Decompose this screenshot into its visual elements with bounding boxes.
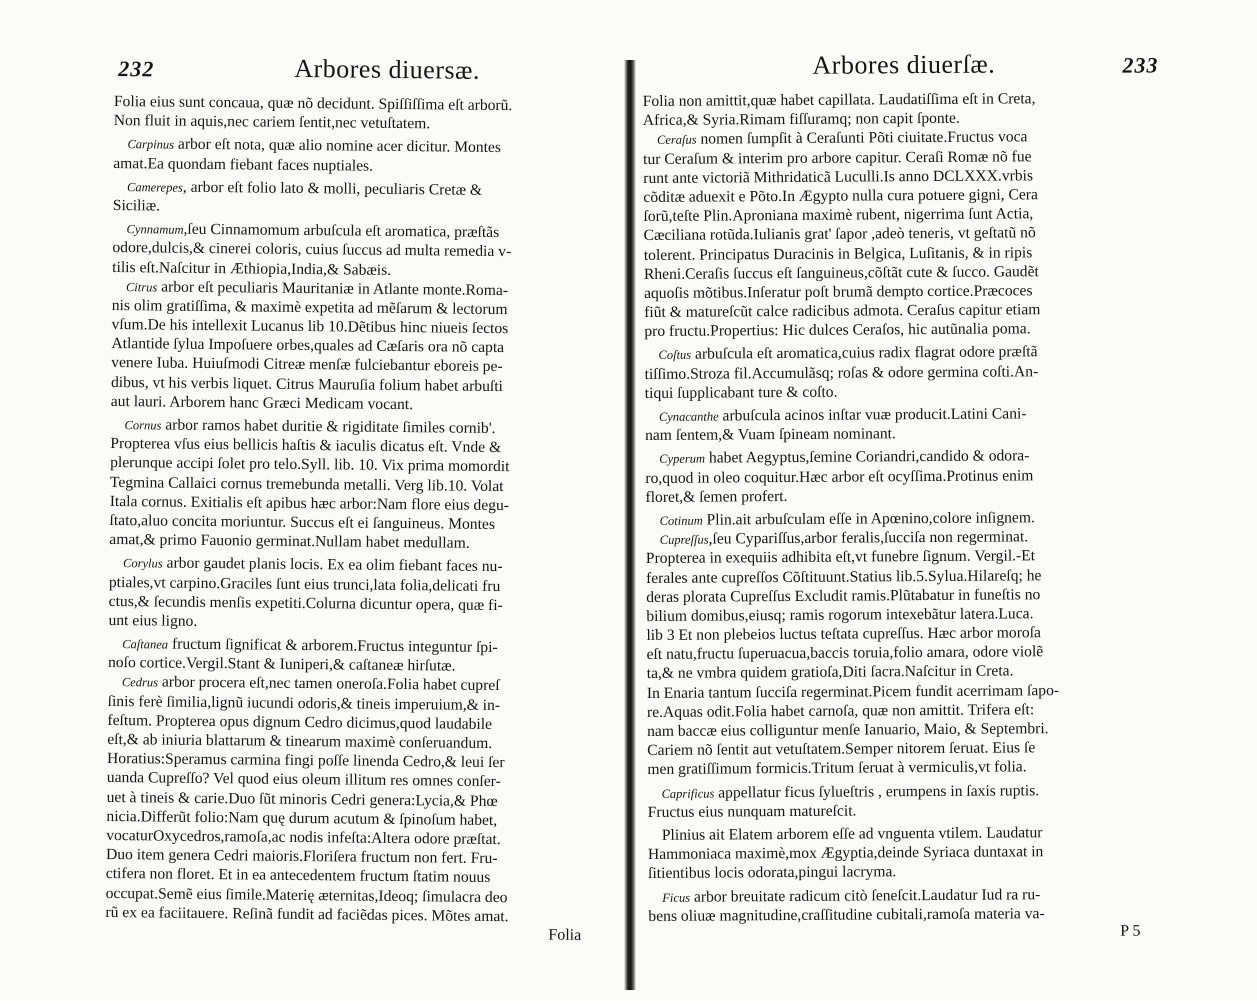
text-line (647, 757, 1163, 780)
line-text: arbor eſt nota, quæ alio nomine acer dicitur. Montes (173, 136, 502, 157)
entry-keyword: Coſtus (658, 348, 692, 363)
line-text: venere Iuba. Huiuſmodi Citreæ menſæ fulciebantur eboreis pe- (111, 354, 503, 376)
text-line (109, 530, 609, 554)
line-text: ſorũ,teſte Plin.Aproniana maximè rubent, nigerrima ſunt Actia, (643, 205, 1034, 226)
line-text: fructum ſignificat & arborem.Fructus integuntur ſpi- (168, 635, 498, 657)
line-text: Fructus eius nunquam matureſcit. (647, 802, 857, 821)
line-text: unt eius ligno. (108, 611, 198, 630)
entry-keyword: Cyperum (659, 451, 706, 467)
line-text: Plin.ait arbuſculam eſſe in Apœnino,colore inſignem. (702, 509, 1035, 529)
right-page-text (643, 88, 1165, 925)
line-text: habet Aegyptus,ſemine Coriandri,candido & odora- (704, 447, 1030, 467)
line-text: men gratiſſimum formicis.Tritum ſeruat à vermiculis,vt folia. (647, 758, 1027, 779)
line-text: arbuſcula eſt aromatica,cuius radix flagrat odore præſtã (691, 343, 1038, 364)
line-text: Tegmina Callaici cornus tremebunda metalli. Verg lib.10. Volat (109, 473, 504, 495)
text-line (113, 154, 613, 178)
line-text: noſo cortice.Vergil.Stant & Iuniperi,& caſtaneæ hirſutæ. (107, 654, 456, 675)
entry-keyword: Caſtanea (122, 637, 169, 652)
line-text: nicia.Differũt folio:Nam quę durum acutum & ſpinoſum habet, (106, 807, 498, 829)
line-text: deras plorata Cupreſſus Excludit ramis.Plũtabatur in funeſtis no (646, 585, 1041, 606)
text-line (645, 423, 1161, 446)
text-line (645, 484, 1161, 507)
line-text: tolerent. Principatus Duracinis in Belgica, Luſitanis, & in ripis (643, 243, 1033, 264)
book-gutter (624, 60, 636, 990)
left-running-head: Arbores diuersæ. (294, 53, 481, 85)
line-text: ro,quod in oleo coquitur.Hæc arbor eſt ocyſſima.Protinus enim (645, 466, 1034, 487)
line-text: plerunque accipi ſolet pro telo.Syll. lib. 10. Vix prima momordit (110, 454, 510, 476)
line-text: tiqui ſupplicabant ture & coſto. (644, 383, 838, 402)
line-text: Africa,& Syria.Rimam fiſſuramq; non capit ſponte. (642, 109, 960, 130)
line-text: feſtum. Propterea opus dignum Cedro dicimus,quod laudabile (107, 711, 493, 733)
line-text: tiſſimo.Stroza fil.Accumulãsq; roſas & odore germina coſti.An- (644, 362, 1039, 383)
line-text: Siciliæ. (112, 196, 161, 215)
line-text: cõditæ aduexit e Põto.In Ægypto nulla cura potuere gigni, Cera (643, 186, 1038, 206)
line-text: Propterea in exequiis adhibita eſt,vt funebre ſignum. Vergil.-Et (645, 547, 1036, 568)
text-line (648, 799, 1164, 822)
left-page-text (105, 92, 614, 927)
line-text: Itala cornus. Exitialis eſt apibus hæc arbor:Nam flore eius degu- (109, 492, 510, 514)
line-text: amat,& primo Fauonio germinat.Nullam habet medullam. (109, 531, 470, 552)
line-text: nomen ſumpſit à Ceraſunti Põti ciuitate.Fructus voca (696, 128, 1028, 148)
line-text: re.Aquas odit.Folia habet carnoſa, quæ non amittit. Trifera eſt: (646, 701, 1035, 721)
line-text: ptiales,vt carpino.Graciles ſunt eius trunci,lata folia,delicati fru (108, 573, 501, 595)
line-text: vocaturOxycedros,ramoſa,ac nodis infeſta:Altera odore præſtat. (106, 826, 501, 849)
line-text: Horatius:Speramus carmina fingi poſſe linenda Cedro,& leui ſer (106, 750, 505, 772)
line-text: nam ſentem,& Vuam ſpineam nominant. (644, 425, 896, 445)
line-text: ,ſeu Cinnamomum arbuſcula eſt aromatica, præſtãs (183, 220, 500, 242)
line-text: ctifera non floret. Et in ea antecedentem fructum ſtatim nouus (105, 865, 491, 887)
line-text: bilium domibus,eiusq; ramis rogorum intexebãtur latera.Luca. (646, 605, 1034, 625)
line-text: appellatur ficus ſylueſtris , erumpens in ſaxis ruptis. (714, 781, 1040, 802)
line-text: In Enaria tantum ſucciſa regerminat.Picem fundit acerrimam ſapo- (646, 681, 1060, 702)
entry-keyword: Camerepes (126, 179, 183, 195)
line-text: tilis eſt.Naſcitur in Æthiopia,India,& Sabæis. (112, 258, 392, 279)
line-text: Cariem nõ ſentit aut vetuſtatem.Semper nitorem ſeruat. Eius ſe (647, 739, 1036, 760)
line-text: Plinius ait Elatem arborem eſſe ad vnguenta vtilem. Laudatur (661, 824, 1043, 844)
text-line (644, 319, 1160, 342)
text-line (645, 380, 1161, 403)
line-text: Propterea vſus eius bellicis haſtis & iaculis dicatus eſt. Vnde & (110, 435, 502, 457)
left-catchword: Folia (548, 926, 582, 944)
line-text: arbuſcula acinos inſtar vuæ producit.Latini Cani- (718, 405, 1027, 425)
line-text: aut lauri. Arborem hanc Græci Medicam vocant. (110, 392, 414, 413)
right-catchword: P 5 (1120, 922, 1141, 940)
line-text: ta,& ne vmbra quidem gratioſa,Diti ſacra.Naſcitur in Creta. (646, 662, 1014, 683)
line-text: occupat.Semẽ eius ſimile.Materię æternitas,Ideoq; ſimulacra deo (105, 884, 508, 906)
left-page-number: 232 (118, 56, 155, 82)
entry-keyword: Caprificus (661, 786, 715, 801)
text-line (111, 392, 611, 416)
line-text: runt ante victoriã Mithridaticã Luculli.Is anno DCLXXX.vrbis (643, 167, 1034, 187)
entry-keyword: Cynnamum (126, 222, 184, 237)
text-line (648, 861, 1164, 884)
line-text: ſinis ferè ſimilia,lignũ iucundi odoris,& tineis imperuium,& in- (107, 692, 501, 714)
line-text: ſitientibus locis odorata,pingui lacryma. (648, 863, 897, 883)
right-running-head: Arbores diuerſæ. (812, 49, 996, 80)
line-text: arbor procera eſt,nec tamen oneroſa.Folia habet cupreſ (157, 673, 500, 695)
entry-keyword: Ceraſus (656, 132, 697, 148)
line-text: Rheni.Ceraſis ſuccus eſt ſanguineus,cõſtãt cute & ſucco. Gaudẽt (643, 262, 1039, 283)
entry-keyword: Citrus (125, 279, 158, 295)
line-text: ,ſeu Cypariſſus,arbor feralis,ſucciſa non regerminat. (708, 528, 1029, 548)
right-page-number: 233 (1122, 52, 1159, 78)
line-text: ferales ante cupreſſos Cõſtituunt.Statius lib.5.Sylua.Hilareſq; he (645, 566, 1042, 587)
line-text: rũ ex ea faciitauere. Reſinã fundit ad faciẽdas pices. Mõtes amat. (105, 903, 509, 925)
line-text: eſt,& ab iniuria blattarum & tinearum maximè conſeruandum. (107, 730, 493, 752)
line-text: arbor ramos habet duritie & rigiditate ſimiles cornib'. (161, 416, 496, 438)
line-text: nam baccæ eius colliguntur menſe Ianuario, Maio, & Septembri. (647, 720, 1049, 740)
line-text: eſt natu,fructu ſuperuacua,baccis toruia,folio amara, odore violẽ (646, 643, 1044, 664)
line-text: tur Ceraſum & interim pro arbore capitur. Ceraſi Romæ nõ fue (643, 147, 1032, 168)
entry-keyword: Ficus (662, 890, 691, 905)
line-text: bens oliuæ magnitudine,craſſitudine cubitali,ramoſa materia va- (648, 904, 1045, 925)
line-text: Cæciliana rotũda.Iulianis grat' ſapor ,adeò teneris, vt geſtatũ nõ (643, 224, 1036, 245)
line-text: dibus, vt his verbis liquet. Citrus Mauruſia folium habet arbuſti (110, 373, 504, 395)
entry-keyword: Carpinus (127, 137, 175, 153)
line-text: Duo item genera Cedri maioris.Floriſera fructum non fert. Fru- (105, 846, 498, 868)
line-text: Folia non amittit,quæ habet capillata. Laudatiſſima eſt in Creta, (642, 90, 1036, 110)
line-text: Non fluit in aquis,nec cariem ſentit,nec vetuſtatem. (113, 112, 431, 133)
entry-keyword: Cotinum (659, 513, 703, 528)
entry-keyword: Cornus (124, 418, 162, 433)
right-page (642, 0, 1165, 1000)
line-text: odore,dulcis,& cinerei coloris, cuius ſuccus ad multa remedia v- (112, 239, 512, 261)
line-text: uanda Cupreſſo? Vel quod eius oleum illitum res omnes conſer- (106, 769, 501, 791)
line-text: lib 3 Et non plebeios luctus teſtata cupreſſus. Hæc arbor moroſa (646, 624, 1042, 645)
line-text: vſum.De his intellexit Lucanus lib 10.Dẽtibus hinc niueis ſectos (111, 316, 509, 338)
line-text: ſtato,aluo concita moriuntur. Succus eſt ei ſanguineus. Montes (109, 511, 496, 533)
entry-keyword: Cupreſſus (659, 532, 709, 548)
line-text: arbor gaudet planis locis. Ex ea olim fiebant faces nu- (162, 554, 503, 576)
line-text: aquoſis mõtibus.Inſeratur poſt brumã dempto cortice.Præcoces (643, 282, 1033, 302)
line-text: Hammoniaca maximè,mox Ægyptia,deinde Syriaca duntaxat in (647, 843, 1044, 864)
line-text: Atlantide ſylua Impoſuere orbes,quales ad Cæſaris ora nõ capta (111, 335, 505, 357)
line-text: fiũt & matureſcũt calce radicibus admota. Ceraſus capitur etiam (644, 301, 1041, 322)
line-text: amat.Ea quondam fiebant faces nuptiales. (113, 154, 374, 175)
line-text: , arbor eſt folio lato & molli, peculiaris Cretæ & (182, 178, 483, 199)
left-page-header (114, 52, 614, 97)
line-text: arbor eſt peculiaris Mauritaniæ in Atlante monte.Roma- (157, 278, 509, 299)
entry-keyword: Cynacanthe (658, 409, 719, 424)
line-text: uet à tineis & carie.Duo ſũt minoris Cedri genera:Lycia,& Phœ (106, 788, 498, 810)
line-text: ctus,& ſecundis menſis expetiti.Colurna dicuntur opera, quæ fi- (108, 592, 503, 614)
text-line (108, 611, 608, 635)
text-line (113, 196, 613, 220)
entry-keyword: Corylus (123, 556, 163, 571)
line-text: nis olim gratiſſima, & maximè expetita ad mẽſarum & lectorum (111, 296, 508, 319)
left-page (105, 0, 615, 1005)
line-text: floret,& ſemen profert. (645, 487, 788, 506)
line-text: Folia eius sunt concaua, quæ nõ decidunt. Spiſſiſſima eſt arborũ. (113, 92, 513, 115)
line-text: pro fructu.Propertius: Hic dulces Ceraſos, hic autũnalia poma. (644, 320, 1031, 341)
entry-keyword: Cedrus (121, 675, 159, 690)
line-text: arbor breuitate radicum citò ſeneſcit.Laudatur Iud ra ru- (689, 885, 1041, 906)
text-line (114, 111, 614, 135)
right-page-header (642, 48, 1158, 92)
